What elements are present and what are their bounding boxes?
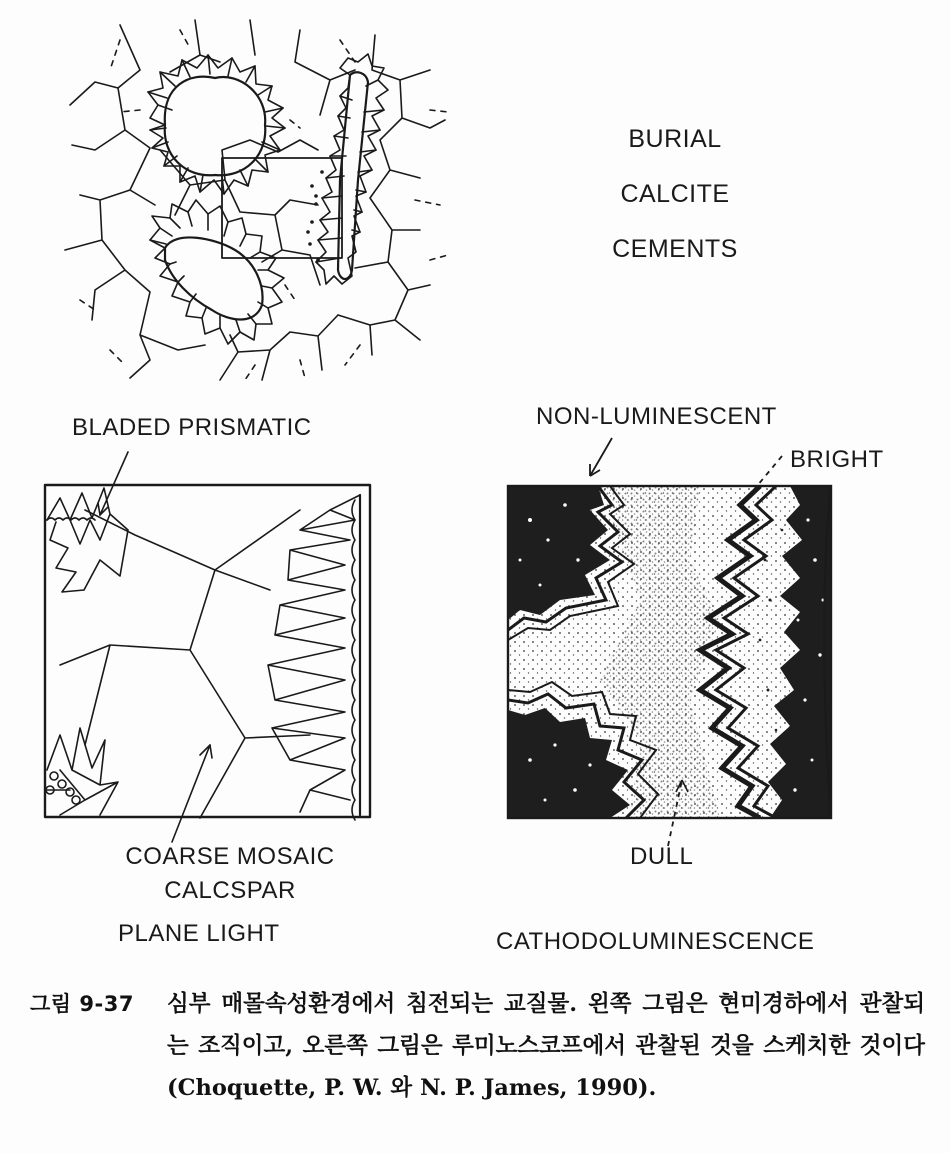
leader-non-luminescent [590,438,612,476]
label-dull: DULL [630,843,694,870]
label-plane-light: PLANE LIGHT [118,920,280,947]
title-line-2: CALCITE [620,180,730,208]
leader-coarse-mosaic [172,745,210,842]
bladed-cluster-top-left [47,488,128,592]
non-luminescent-bottom [508,708,630,818]
label-bright: BRIGHT [790,446,884,473]
grain-rim-irregular [150,200,284,344]
right-panel-frame [508,486,831,818]
title-line-3: CEMENTS [612,235,738,263]
mosaic-boundaries [60,510,310,818]
rim-stipple [306,170,324,262]
grain-rim-circular [148,55,285,194]
caption-figure-number: 그림 9-37 [30,992,134,1016]
dull-zone-dense [600,486,720,818]
bright-zigzag-band [700,486,760,818]
caption-text: 심부 매몰속성환경에서 침전되는 교질물. 왼쪽 그림은 현미경하에서 관찰되는 조직이고, 오른쪽 그림은 루미노스코프에서 관찰된 것을 스케치한 것이다(Choquette, P. W. 와 N. P. James, 1990). [167,991,925,1101]
label-bladed-prismatic: BLADED PRISMATIC [72,414,312,441]
label-coarse-mosaic-line1: COARSE MOSAIC [125,843,335,870]
non-luminescent-top [508,486,610,620]
title-line-1: BURIAL [628,125,722,153]
burial-cement-overview-sketch [0,0,951,400]
leader-bright [752,456,782,492]
label-cathodoluminescence: CATHODOLUMINESCENCE [496,928,815,955]
bladed-row-right [268,495,360,812]
label-non-luminescent: NON-LUMINESCENT [536,403,777,430]
leader-dull [668,780,682,846]
bladed-cluster-bottom-left [47,728,118,815]
dashed-boundaries [80,30,448,380]
leader-bladed [100,452,128,515]
diagram-title [560,112,790,277]
label-coarse-mosaic-line2: CALCSPAR [164,877,296,904]
left-panel-frame [45,485,370,817]
dull-band-right [768,486,831,818]
label-coarse-mosaic-calcspar [30,840,430,908]
